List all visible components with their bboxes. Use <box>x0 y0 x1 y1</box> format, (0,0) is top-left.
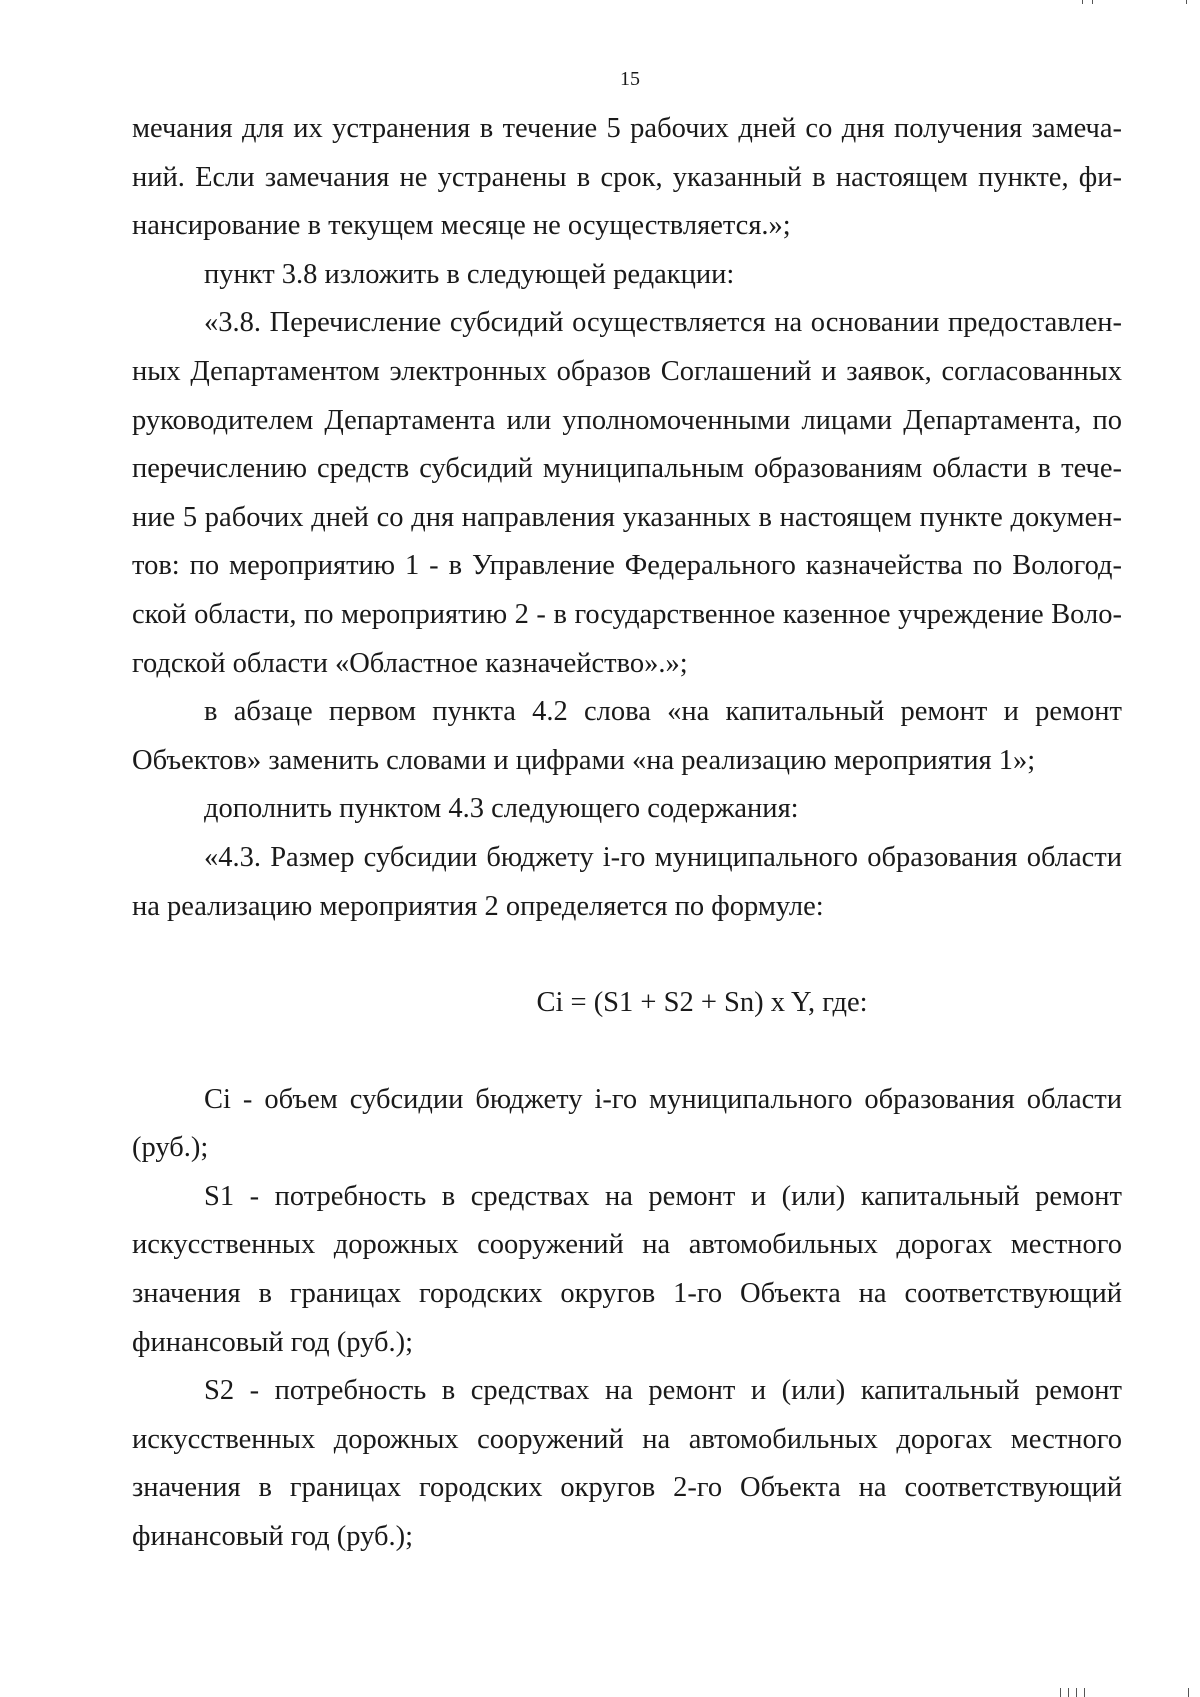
document-body <box>132 105 1122 1562</box>
scan-edge-mark <box>1186 0 1187 4</box>
paragraph-amendment-4-2: в абзаце первом пункта 4.2 слова «на капитальный ремонт и ремонт Объектов» заменить словами и цифрами «на реализацию мероприятия 1»; <box>132 696 1122 776</box>
scan-edge-mark <box>1188 1688 1189 1697</box>
scan-edge-mark <box>1060 1688 1061 1697</box>
page-number: 15 <box>620 68 640 90</box>
scan-edge-mark <box>1084 1688 1085 1697</box>
scan-edge-mark <box>1076 1688 1077 1697</box>
scan-edge-mark <box>1068 1688 1069 1697</box>
paragraph-clause-4-3: «4.3. Размер субсидии бюджету i-го муниципального образования области на реализацию мероприятия 2 определяется по формуле: <box>132 841 1122 922</box>
paragraph-amendment-4-3-intro: дополнить пунктом 4.3 следующего содержания: <box>204 793 799 825</box>
paragraph-amendment-3-8-intro: пункт 3.8 изложить в следующей редакции: <box>204 258 735 290</box>
definition-ci: Ci - объем субсидии бюджету i-го муниципального образования области (руб.); <box>132 1083 1122 1164</box>
scan-edge-mark <box>1092 0 1093 4</box>
formula: Ci = (S1 + S2 + Sn) x Y, где: <box>536 987 868 1019</box>
scan-edge-mark <box>1082 0 1083 4</box>
paragraph-continuation: мечания для их устранения в течение 5 рабочих дней со дня получения замечаний. Если замечания не устранены в срок, указанный в настоящем пункте, финансирование в текущем месяце не осуществляется.»; <box>132 113 1122 242</box>
paragraph-clause-3-8: «3.8. Перечисление субсидий осуществляется на основании предоставленных Департаментом электронных образов Соглашений и заявок, согласованных руководителем Департамента или уполномоченными лицами Департамента, по перечислению средств субсидий муниципальным образованиям области в течение 5 рабочих дней со дня направления указанных в настоящем пункте документов: по мероприятию 1 - в Управление Федерального казначейства по Вологодской области, по мероприятию 2 - в государственное казенное учреждение Вологодской области «Областное казначейство».»; <box>132 307 1122 679</box>
definition-s1: S1 - потребность в средствах на ремонт и (или) капитальный ремонт искусственных дорожных сооружений на автомобильных дорогах местного значения в границах городских округов 1-го Объекта на соответствующий финансовый год (руб.); <box>132 1180 1122 1358</box>
definition-s2: S2 - потребность в средствах на ремонт и (или) капитальный ремонт искусственных дорожных сооружений на автомобильных дорогах местного значения в границах городских округов 2-го Объекта на соответствующий финансовый год (руб.); <box>132 1375 1122 1553</box>
